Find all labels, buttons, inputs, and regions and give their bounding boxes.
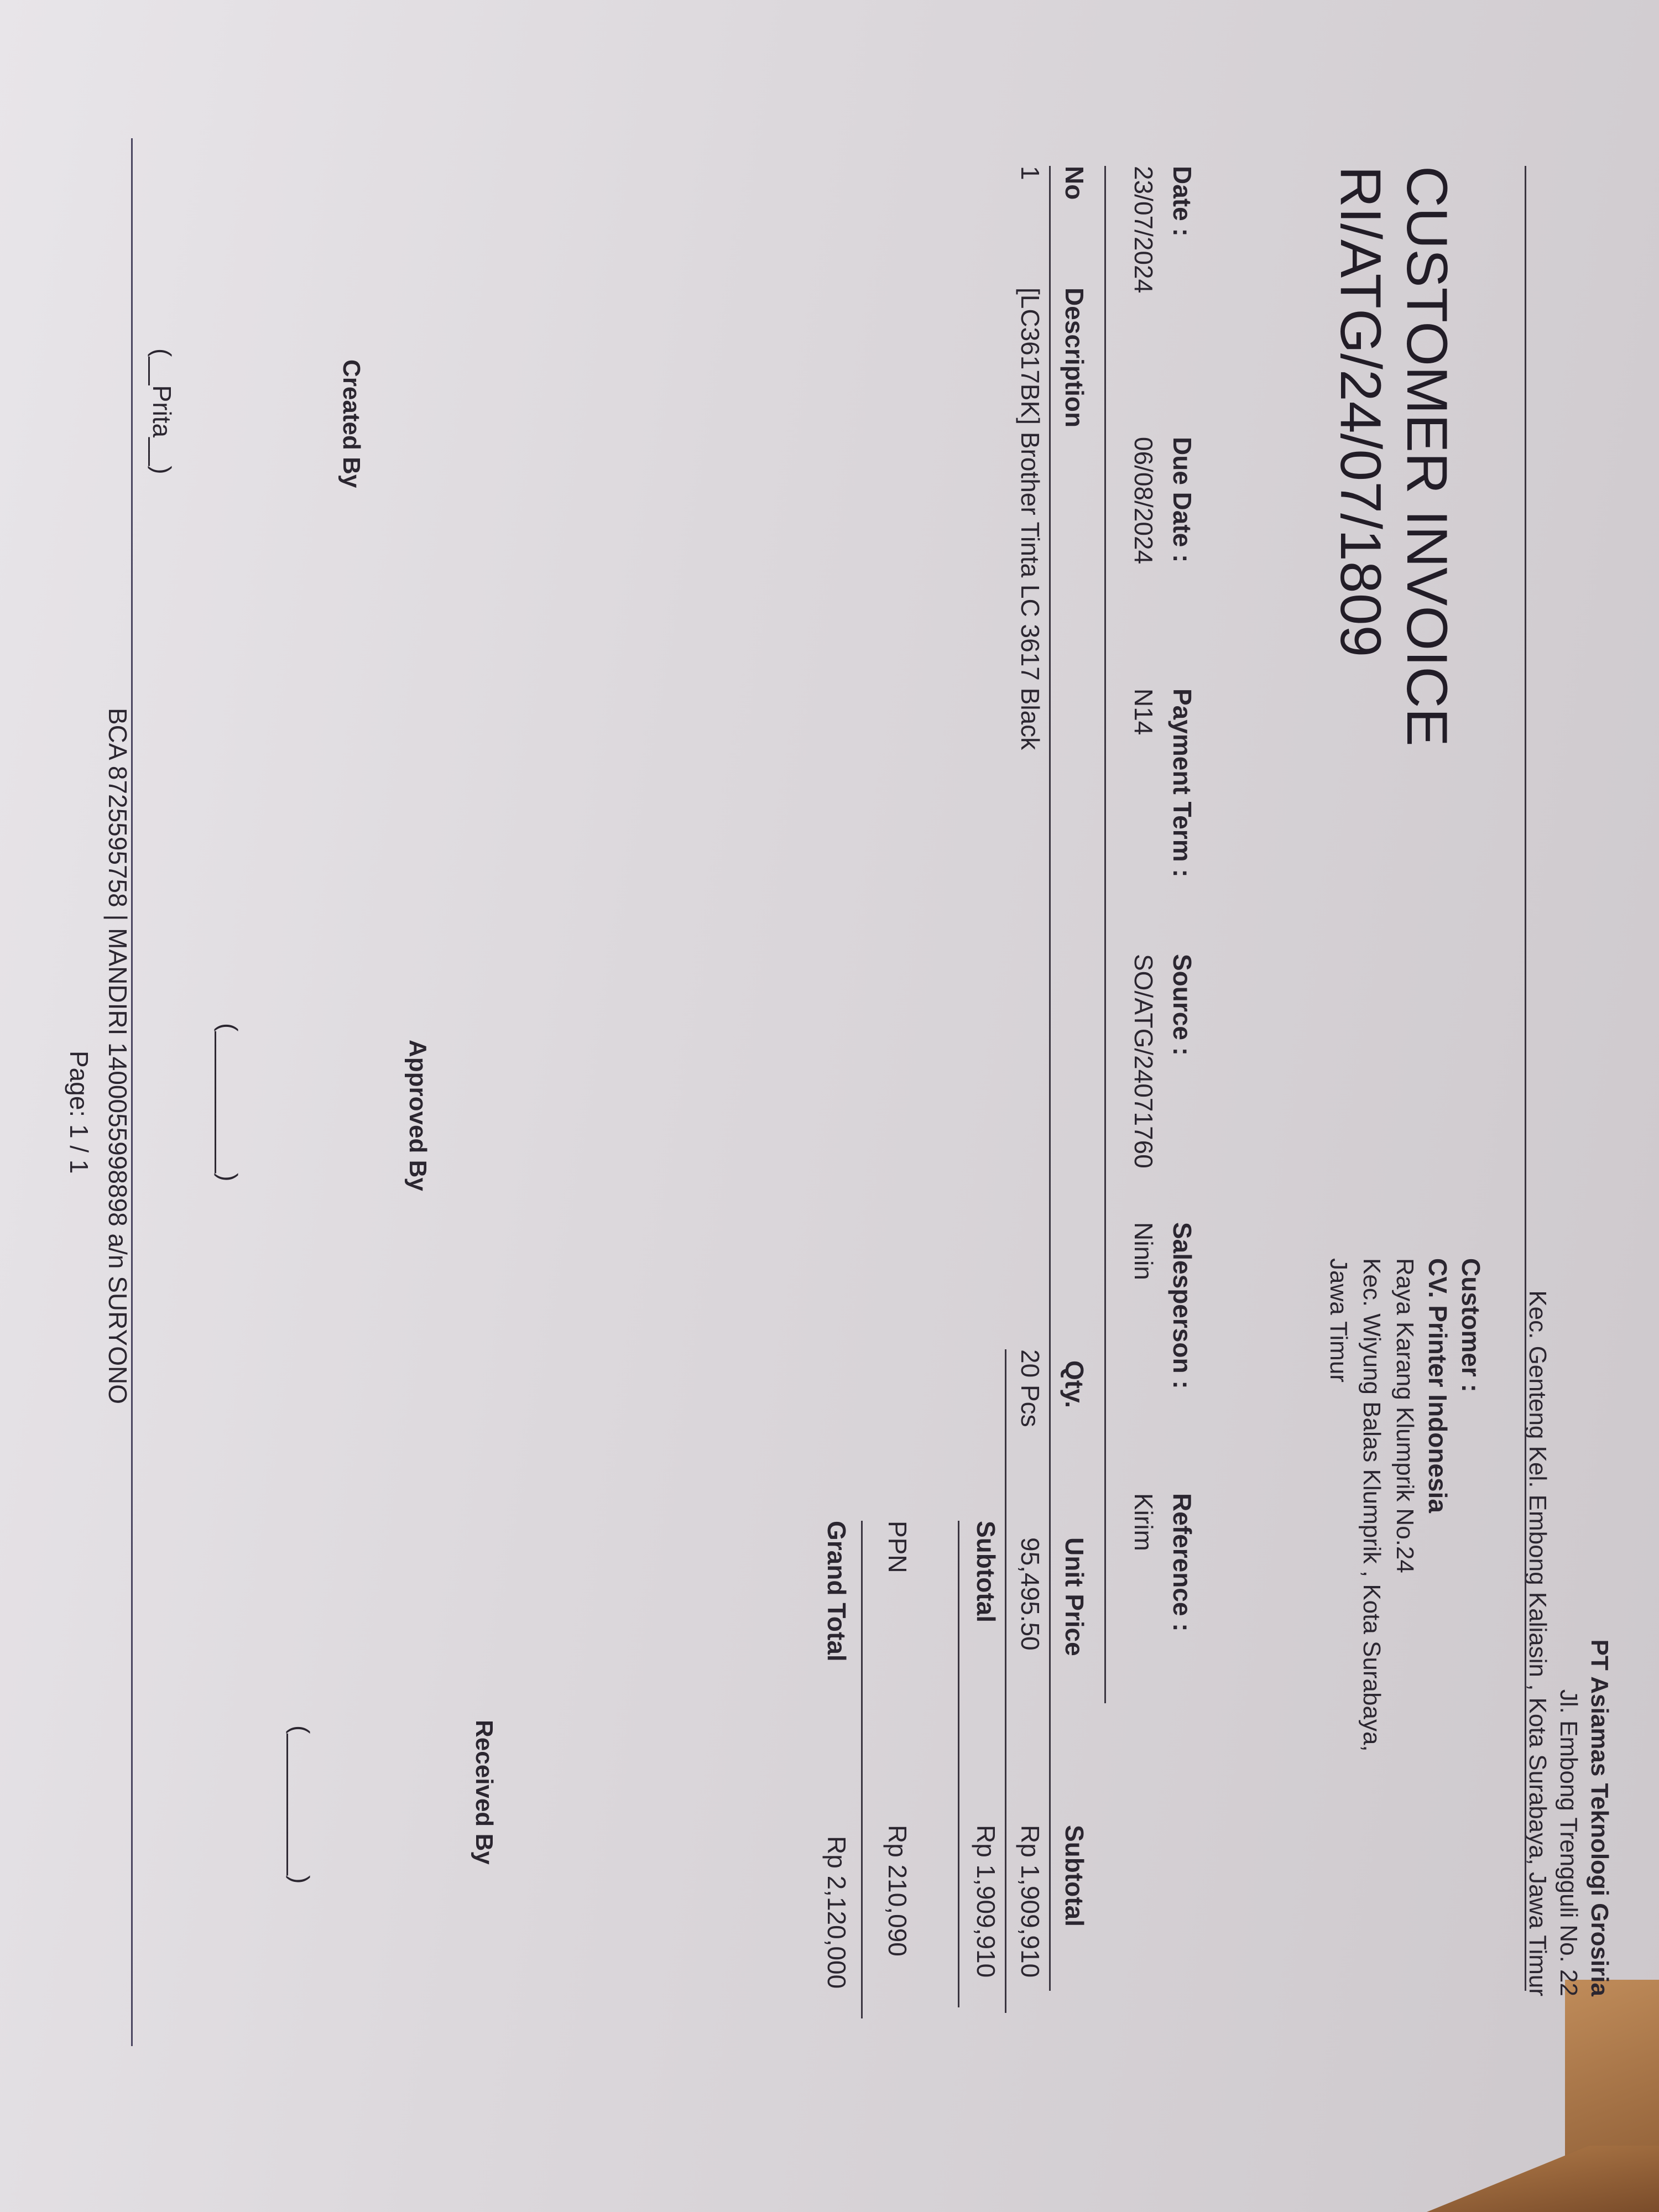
date-value: 23/07/2024 xyxy=(1129,166,1158,294)
source-label: Source : xyxy=(1168,954,1197,1056)
created-by-name: (__Prita__) xyxy=(148,348,176,474)
customer-label: Customer : xyxy=(1457,1258,1485,1392)
row-1-qty: 20 Pcs xyxy=(1016,1349,1045,1427)
row-1-no: 1 xyxy=(1016,166,1045,180)
received-by-name: (__________) xyxy=(286,1725,315,1884)
company-address-line2: Kec. Genteng Kel. Embong Kaliasin , Kota Surabaya, Jawa Timur xyxy=(1524,1290,1551,1996)
customer-name: CV. Printer Indonesia xyxy=(1423,1258,1452,1513)
table-top-rule xyxy=(1104,166,1106,1703)
ppn-rule xyxy=(861,1521,863,2018)
row-rule xyxy=(1005,1349,1006,2013)
col-header-qty: Qty. xyxy=(1060,1360,1089,1408)
customer-address-line2: Kec. Wiyung Balas Klumprik , Kota Surabaya, xyxy=(1358,1258,1385,1752)
approved-by-label: Approved By xyxy=(404,1040,431,1191)
header-rule xyxy=(1525,166,1526,1991)
bank-account-info: BCA 8725595758 | MANDIRI 1400055998898 a/n SURYONO xyxy=(103,708,132,1405)
subtotal-rule xyxy=(958,1521,959,2007)
page-number: Page: 1 / 1 xyxy=(65,1051,93,1174)
col-header-no: No xyxy=(1060,166,1089,200)
date-label: Date : xyxy=(1168,166,1197,237)
reference-label: Reference : xyxy=(1168,1493,1197,1632)
salesperson-value: Ninin xyxy=(1129,1222,1158,1280)
company-header xyxy=(1522,1290,1615,1996)
col-header-subtotal: Subtotal xyxy=(1060,1825,1089,1927)
table-header-rule xyxy=(1049,166,1051,1991)
payment-term-value: N14 xyxy=(1129,688,1158,735)
grand-total-label: Grand Total xyxy=(822,1521,851,1662)
invoice-number: RI/ATG/24/07/1809 xyxy=(1328,166,1392,658)
customer-address-line1: Raya Karang Klumprik No.24 xyxy=(1391,1258,1418,1573)
received-by-label: Received By xyxy=(471,1720,498,1865)
due-date-label: Due Date : xyxy=(1168,437,1197,563)
company-address-line1: Jl. Embong Trengguli No. 22 xyxy=(1555,1689,1582,1996)
source-value: SO/ATG/24071760 xyxy=(1129,954,1158,1168)
reference-value: Kirim xyxy=(1129,1493,1158,1551)
invoice-title: CUSTOMER INVOICE xyxy=(1395,166,1459,747)
due-date-value: 06/08/2024 xyxy=(1129,437,1158,565)
approved-by-name: (__________) xyxy=(214,1023,243,1182)
ppn-value: Rp 210,090 xyxy=(883,1825,912,1957)
invoice-title-block xyxy=(1327,166,1460,747)
salesperson-label: Salesperson : xyxy=(1168,1222,1197,1389)
company-name: PT Asiamas Teknologi Grosiria xyxy=(1586,1639,1613,1996)
subtotal-value: Rp 1,909,910 xyxy=(972,1825,1000,1978)
col-header-unit-price: Unit Price xyxy=(1060,1537,1089,1656)
grand-total-value: Rp 2,120,000 xyxy=(822,1836,851,1989)
customer-block xyxy=(1322,1258,1488,1752)
created-by-label: Created By xyxy=(338,359,365,488)
payment-term-label: Payment Term : xyxy=(1168,688,1197,878)
subtotal-label: Subtotal xyxy=(972,1521,1000,1623)
row-1-description: [LC3617BK] Brother Tinta LC 3617 Black xyxy=(1016,288,1045,750)
ppn-label: PPN xyxy=(883,1521,912,1573)
col-header-description: Description xyxy=(1060,288,1089,428)
row-1-unit-price: 95,495.50 xyxy=(1016,1537,1045,1651)
customer-address-line3: Jawa Timur xyxy=(1325,1258,1352,1383)
row-1-subtotal: Rp 1,909,910 xyxy=(1016,1825,1045,1978)
